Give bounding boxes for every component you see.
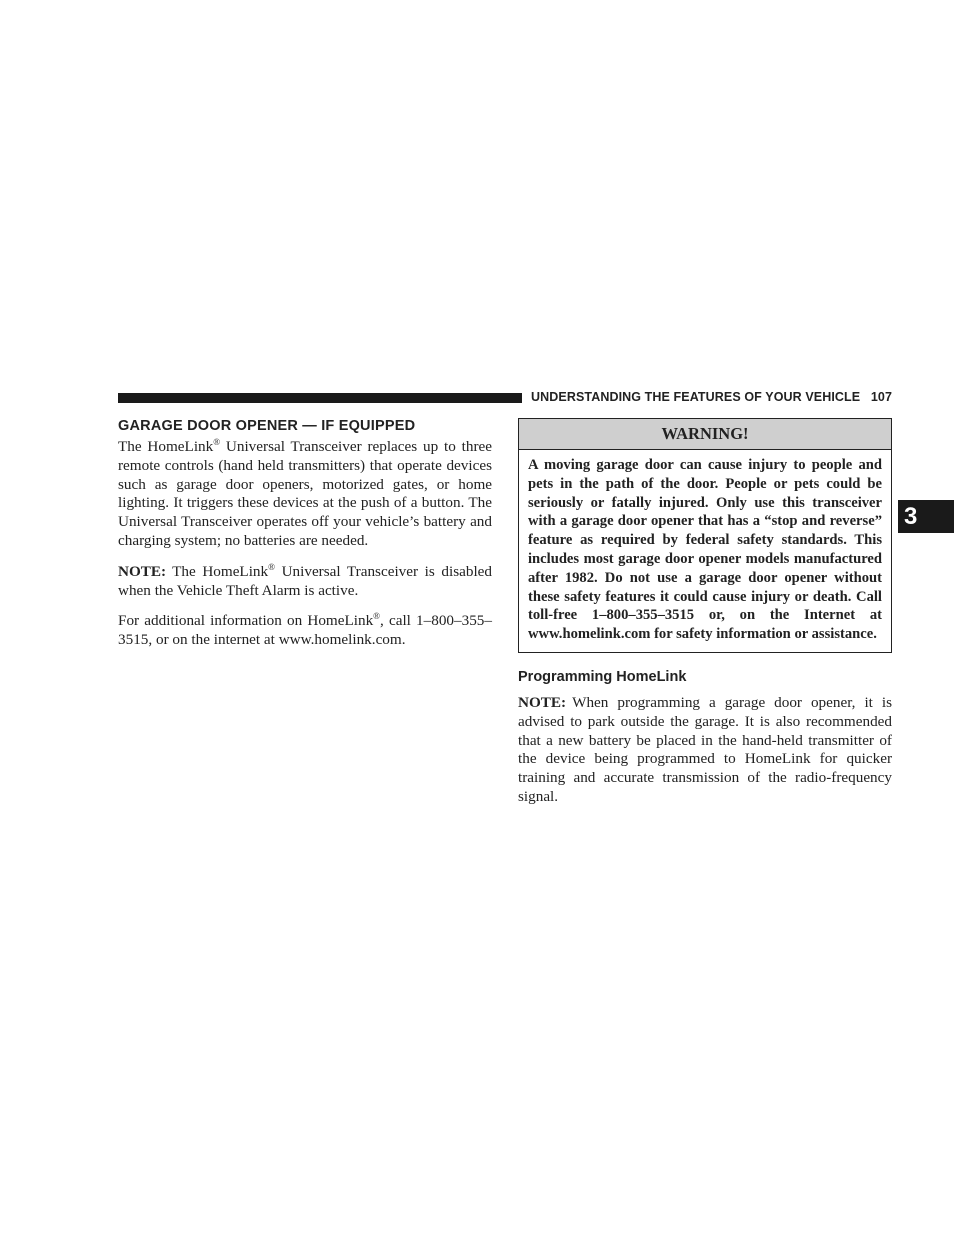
warning-title: WARNING! [519, 419, 891, 450]
subsection-title: Programming HomeLink [518, 668, 687, 685]
running-header [531, 390, 892, 404]
header-title: UNDERSTANDING THE FEATURES OF YOUR VEHICLE [531, 390, 861, 404]
note-label: NOTE: [518, 693, 567, 711]
warning-box [518, 418, 892, 653]
header-rule [118, 393, 522, 403]
chapter-tab: 3 [898, 500, 954, 533]
warning-text: A moving garage door can cause injury to people and pets in the path of the door. People or pets could be seriously or fatally injured. Only use this transceiver with a garage door opener that has a “stop and reverse” feature as required by federal safety standards. This includes most garage door opener models manufactured after 1982. Do not use a garage door opener without these safety features it could cause injury or death. Call toll-free 1–800–355–3515 or, on the Internet at www.homelink.com for safety information or assistance. [528, 457, 882, 643]
registered-mark: ® [373, 611, 381, 622]
intro-paragraph: The HomeLink® Universal Transceiver replaces up to three remote controls (hand held transmitters) that operate devices such as garage door openers, motorized gates, or home lighting. It triggers these devices at the push of a button. The Universal Transceiver operates off your vehicle’s battery and charging system; no batteries are needed. [118, 436, 492, 549]
info-paragraph: For additional information on HomeLink®, call 1–800–355–3515, or on the internet at www.homelink.com. [118, 611, 492, 649]
note-label: NOTE: [118, 562, 167, 580]
left-column [118, 418, 492, 662]
programming-note-paragraph: NOTE: When programming a garage door opener, it is advised to park outside the garage. It is also recommended that a new battery be placed in the hand-held transmitter of the device being programmed to HomeLink for quicker training and accurate transmission of the radio-frequency signal. [518, 693, 892, 805]
section-title: GARAGE DOOR OPENER — IF EQUIPPED [118, 418, 416, 434]
right-column [518, 418, 892, 819]
note-paragraph: NOTE: The HomeLink® Universal Transceiver is disabled when the Vehicle Theft Alarm is active. [118, 561, 492, 599]
registered-mark: ® [213, 436, 221, 447]
registered-mark: ® [268, 561, 275, 572]
page-number: 107 [870, 390, 892, 404]
